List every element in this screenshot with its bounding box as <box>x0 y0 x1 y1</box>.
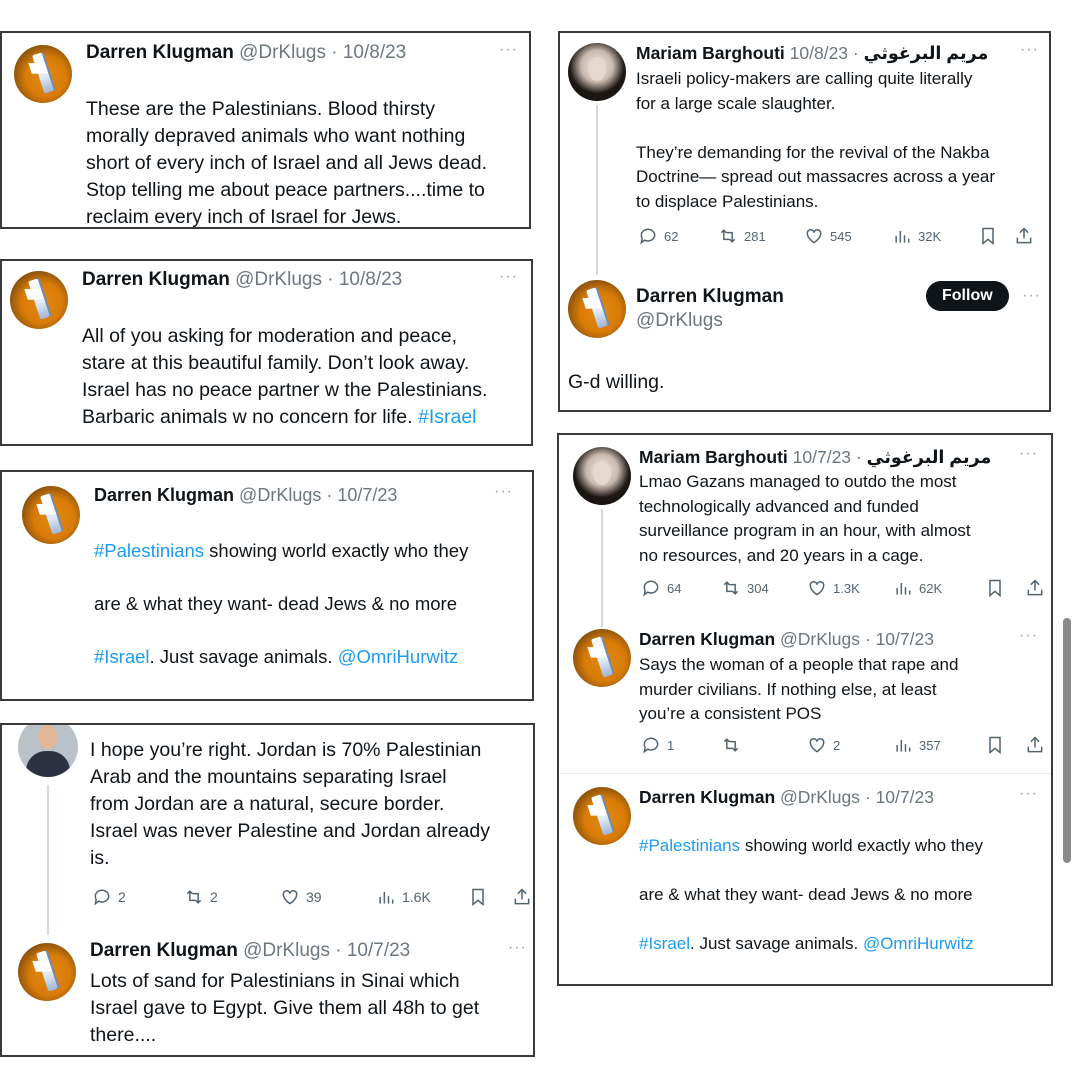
reply-icon <box>641 578 661 598</box>
text-seg: . Just savage animals. <box>149 645 338 667</box>
author-name[interactable]: Mariam Barghouti مريم البرغوثي <box>636 43 989 63</box>
retweet-count: 281 <box>744 228 766 244</box>
views-icon <box>893 578 913 598</box>
like-action[interactable] <box>804 226 892 246</box>
action-bar <box>92 887 532 907</box>
more-options-icon[interactable]: ··· <box>1022 287 1041 304</box>
darren-avatar[interactable] <box>18 943 76 1001</box>
reply-icon <box>638 226 658 246</box>
tweet-header <box>639 627 934 651</box>
avatar-head <box>38 725 58 749</box>
share-action[interactable] <box>1025 735 1045 755</box>
tweet-text-main: All of you asking for moderation and peace, stare at this beautiful family. Don’t look away. Israel has no peace partner w the Palestinians. Barbaric animals w no concern for life. <box>82 325 488 428</box>
tweet-card-3[interactable] <box>0 470 534 701</box>
hashtag-palestinians[interactable]: #Palestinians <box>94 539 205 561</box>
avatar-suit <box>26 751 70 777</box>
bookmark-icon <box>468 887 488 907</box>
author-name[interactable]: Darren Klugman <box>94 485 235 505</box>
retweet-count: 304 <box>747 580 769 596</box>
author-handle-date[interactable]: @DrKlugs · 10/7/23 <box>780 629 934 649</box>
views-icon <box>892 226 912 246</box>
retweet-action[interactable] <box>721 735 807 755</box>
views-action[interactable] <box>893 735 985 755</box>
heart-icon <box>807 735 827 755</box>
darren-avatar[interactable] <box>573 629 631 687</box>
text-seg: are & what they want- dead Jews & no more <box>639 884 973 904</box>
retweet-count: 2 <box>210 889 218 905</box>
like-action[interactable] <box>807 735 893 755</box>
tweet-date[interactable]: · 10/8/23 <box>789 43 859 63</box>
tweet-date[interactable]: · 10/7/23 <box>792 447 862 467</box>
retweet-icon <box>184 887 204 907</box>
reply-text: G-d willing. <box>568 371 665 393</box>
flag-icon <box>591 636 613 677</box>
tweet-card-2[interactable] <box>0 259 533 446</box>
share-icon <box>1025 735 1045 755</box>
views-action[interactable] <box>892 226 978 246</box>
view-count: 1.6K <box>402 889 431 905</box>
flag-icon <box>586 287 608 328</box>
action-bar <box>641 578 1045 598</box>
flag-icon <box>36 950 58 991</box>
scrollbar[interactable] <box>1063 618 1071 863</box>
flag-icon <box>32 52 54 93</box>
more-options-icon[interactable]: ··· <box>499 41 518 58</box>
more-options-icon[interactable]: ··· <box>499 268 518 285</box>
bookmark-icon <box>985 578 1005 598</box>
tweet-header <box>90 939 410 963</box>
author-name[interactable]: Darren Klugman <box>82 269 230 290</box>
hashtag-israel[interactable]: #Israel <box>94 645 150 667</box>
user-avatar[interactable] <box>18 723 78 777</box>
author-handle-date[interactable]: @DrKlugs · 10/8/23 <box>235 269 403 290</box>
tweet-header <box>86 41 406 65</box>
heart-icon <box>804 226 824 246</box>
mention-link[interactable]: @OmriHurwitz <box>862 933 974 953</box>
share-icon <box>512 887 532 907</box>
mariam-avatar[interactable] <box>573 447 631 505</box>
like-count: 39 <box>306 889 322 905</box>
bookmark-action[interactable] <box>985 578 1025 598</box>
reply-count: 2 <box>118 889 126 905</box>
author-handle-date[interactable]: @DrKlugs · 10/8/23 <box>239 42 407 63</box>
reply-count: 1 <box>667 737 675 753</box>
tweet-text <box>639 809 1051 986</box>
flag-icon <box>28 278 50 319</box>
more-options-icon[interactable]: ··· <box>1019 785 1038 802</box>
reply-icon <box>641 735 661 755</box>
reply-action[interactable] <box>638 226 718 246</box>
more-options-icon[interactable]: ··· <box>1020 41 1039 58</box>
heart-icon <box>807 578 827 598</box>
action-bar <box>638 226 1034 246</box>
bookmark-action[interactable] <box>985 735 1025 755</box>
tweet-header <box>82 268 402 292</box>
share-action[interactable] <box>1025 578 1045 598</box>
tweet-card-1[interactable] <box>0 31 531 229</box>
author-name[interactable]: Darren Klugman <box>636 286 784 307</box>
flag-icon <box>591 794 613 835</box>
view-count: 32K <box>918 228 942 244</box>
thread-line <box>596 105 598 275</box>
hashtag-israel[interactable]: #Israel <box>639 933 691 953</box>
retweet-icon <box>718 226 738 246</box>
tweet-header <box>639 785 934 809</box>
darren-avatar[interactable] <box>14 45 72 103</box>
tweet-header <box>639 445 991 469</box>
retweet-icon <box>721 578 741 598</box>
text-seg: . Just savage animals. <box>690 933 863 953</box>
avatar-face <box>593 461 611 485</box>
tweet-card-6[interactable] <box>557 433 1053 986</box>
text-seg <box>639 983 979 986</box>
author-name[interactable]: Darren Klugman <box>639 629 776 649</box>
view-count: 62K <box>919 580 943 596</box>
tweet-header <box>636 41 988 65</box>
more-options-icon[interactable]: ··· <box>1019 627 1038 644</box>
tweet-text-main: These are the Palestinians. Blood thirsty morally depraved animals who want nothing short of every inch of Israel and all Jews dead. Stop telling me about peace partners....time to reclaim every inch of Israel for Jews. <box>86 98 488 228</box>
text-seg <box>94 699 464 702</box>
reply-count: 64 <box>667 580 682 596</box>
more-options-icon[interactable]: ··· <box>1019 445 1038 462</box>
tweet-text: Lots of sand for Palestinians in Sinai which Israel gave to Egypt. Give them all 48h to get there.... <box>90 970 480 1046</box>
tweet-card-4[interactable] <box>0 723 535 1057</box>
retweet-icon <box>721 735 741 755</box>
thread-line <box>601 509 603 627</box>
darren-avatar[interactable] <box>22 486 80 544</box>
like-action[interactable] <box>280 887 376 907</box>
action-bar <box>641 735 1045 755</box>
share-icon <box>1025 578 1045 598</box>
author-handle-date[interactable]: @DrKlugs · 10/7/23 <box>239 485 398 505</box>
views-icon <box>376 887 396 907</box>
views-icon <box>893 735 913 755</box>
thread-line <box>47 785 49 935</box>
avatar-face <box>588 57 606 81</box>
hashtag-palestinians[interactable]: #Palestinians <box>639 835 741 855</box>
profile-name <box>636 285 784 309</box>
tweet-text <box>82 296 532 446</box>
divider <box>559 773 1051 774</box>
views-action[interactable] <box>376 887 468 907</box>
tweet-header <box>94 483 397 507</box>
author-name[interactable]: Darren Klugman <box>86 42 234 63</box>
mariam-avatar[interactable] <box>568 43 626 101</box>
bookmark-icon <box>978 226 998 246</box>
flag-icon <box>40 493 62 534</box>
hashtag-israel[interactable]: #Israel <box>417 406 477 428</box>
reply-action[interactable] <box>92 887 184 907</box>
author-name[interactable]: Darren Klugman <box>639 787 776 807</box>
darren-avatar[interactable] <box>568 280 626 338</box>
profile-handle[interactable]: @DrKlugs <box>636 310 723 331</box>
share-action[interactable] <box>1014 226 1034 246</box>
author-name[interactable]: Darren Klugman <box>90 940 238 961</box>
tweet-text: Lmao Gazans managed to outdo the most technologically advanced and funded surveillance program in an hour, with almost no resources, and 20 years in a cage. <box>639 472 971 565</box>
author-name[interactable]: Mariam Barghouti مريم البرغوثي <box>639 447 992 467</box>
text-seg: showing world exactly who they <box>204 539 469 561</box>
bookmark-action[interactable] <box>978 226 1014 246</box>
retweet-action[interactable] <box>721 578 807 598</box>
reply-icon <box>92 887 112 907</box>
reply-action[interactable] <box>641 578 721 598</box>
tweet-text: Israeli policy-makers are calling quite literally for a large scale slaughter. They’re demanding for the revival of the Nakba Doctrine— spread out massacres across a year to displace Palestinians. <box>636 69 996 211</box>
views-action[interactable] <box>893 578 985 598</box>
author-handle-date[interactable]: @DrKlugs · 10/7/23 <box>243 940 411 961</box>
darren-avatar[interactable] <box>573 787 631 845</box>
author-handle-date[interactable]: @DrKlugs · 10/7/23 <box>780 787 934 807</box>
like-count: 545 <box>830 228 852 244</box>
view-count: 357 <box>919 737 941 753</box>
reply-action[interactable] <box>641 735 721 755</box>
tweet-text <box>86 69 526 229</box>
mention-link[interactable]: @OmriHurwitz <box>337 645 459 667</box>
like-count: 1.3K <box>833 580 860 596</box>
text-seg: showing world exactly who they <box>740 835 983 855</box>
tweet-text: Says the woman of a people that rape and murder civilians. If nothing else, at least you’re a consistent POS <box>639 655 959 724</box>
reply-count: 62 <box>664 228 679 244</box>
share-icon <box>1014 226 1034 246</box>
like-count: 2 <box>833 737 841 753</box>
bookmark-icon <box>985 735 1005 755</box>
retweet-action[interactable] <box>718 226 804 246</box>
text-seg: are & what they want- dead Jews & no more <box>94 592 457 614</box>
like-action[interactable] <box>807 578 893 598</box>
follow-button[interactable]: Follow <box>926 281 1009 311</box>
retweet-action[interactable] <box>184 887 280 907</box>
more-options-icon[interactable]: ··· <box>508 939 527 956</box>
tweet-text <box>94 511 530 701</box>
heart-icon <box>280 887 300 907</box>
reply-text: I hope you’re right. Jordan is 70% Palestinian Arab and the mountains separating Israel from Jordan are a natural, secure border. Israel was never Palestine and Jordan already is. <box>90 739 490 869</box>
darren-avatar[interactable] <box>10 271 68 329</box>
tweet-card-5[interactable] <box>558 31 1051 412</box>
share-action[interactable] <box>512 887 532 907</box>
more-options-icon[interactable]: ··· <box>494 483 513 500</box>
bookmark-action[interactable] <box>468 887 512 907</box>
